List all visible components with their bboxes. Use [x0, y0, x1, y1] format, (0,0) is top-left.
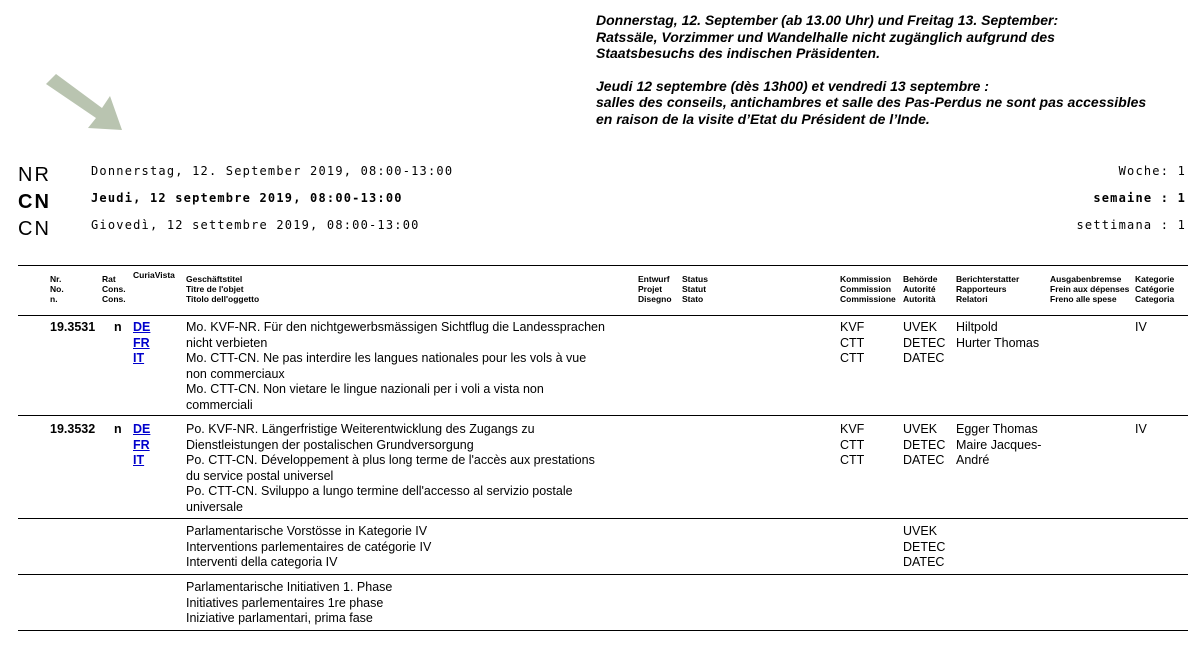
- business-number: 19.3531: [50, 320, 96, 334]
- curiavista-link-fr[interactable]: FR: [133, 437, 150, 452]
- curiavista-link-fr[interactable]: FR: [133, 335, 150, 350]
- session-date-de: Donnerstag, 12. September 2019, 08:00-13:00: [91, 164, 454, 178]
- table-header-rule: [18, 315, 1188, 316]
- council-code: n: [114, 320, 122, 334]
- table-top-rule: [18, 265, 1188, 266]
- col-header-berichterstatter: Berichterstatter Rapporteurs Relatori: [956, 274, 1020, 304]
- business-number: 19.3532: [50, 422, 96, 436]
- col-header-status: Status Statut Stato: [682, 274, 708, 304]
- col-header-nr: Nr. No. n.: [50, 274, 64, 304]
- authority: UVEK DETEC DATEC: [903, 524, 946, 569]
- commission: KVF CTT CTT: [840, 320, 865, 365]
- chamber-code-cn-bold: CN: [18, 191, 51, 213]
- col-header-titel: Geschäftstitel Titre de l'objet Titolo dell'oggetto: [186, 274, 260, 304]
- curiavista-link-de[interactable]: DE: [133, 422, 151, 436]
- col-header-entwurf: Entwurf Projet Disegno: [638, 274, 672, 304]
- curiavista-link-it[interactable]: IT: [133, 453, 145, 467]
- row-divider: [18, 518, 1188, 519]
- notice-fr-line: en raison de la visite d’Etat du Président de l’Inde.: [596, 110, 930, 127]
- arrow-shape: [46, 74, 122, 130]
- rapporteurs: Hiltpold Hurter Thomas: [956, 320, 1040, 350]
- category: IV: [1135, 320, 1147, 334]
- council-code: n: [114, 422, 122, 436]
- col-header-kategorie: Kategorie Catégorie Categoria: [1135, 274, 1175, 304]
- week-label-de: Woche: 1: [1118, 164, 1186, 178]
- notice-fr-line: salles des conseils, antichambres et salle des Pas-Perdus ne sont pas accessibles: [596, 94, 1147, 110]
- category: IV: [1135, 422, 1147, 436]
- row-divider: [18, 574, 1188, 575]
- authority: UVEK DETEC DATEC: [903, 320, 946, 365]
- week-label-it: settimana : 1: [1076, 218, 1186, 232]
- curiavista-links: [133, 320, 150, 367]
- curiavista-link-it[interactable]: IT: [133, 351, 145, 365]
- closure-notice: [596, 12, 1196, 127]
- arrow-icon: [46, 72, 136, 142]
- chamber-code-cn: CN: [18, 218, 51, 240]
- col-header-ausgabenbremse: Ausgabenbremse Frein aux dépenses Freno alle spese: [1050, 274, 1130, 304]
- week-label-fr: semaine : 1: [1093, 191, 1186, 205]
- chamber-code-nr: NR: [18, 164, 51, 186]
- notice-de-line: Ratssäle, Vorzimmer und Wandelhalle nicht zugänglich aufgrund des: [596, 28, 1055, 45]
- commission: KVF CTT CTT: [840, 422, 865, 467]
- business-title: Po. KVF-NR. Längerfristige Weiterentwicklung des Zugangs zu Dienstleistungen der postalischen Grundversorgung Po. CTT-CN. Développement à plus long terme de l'accès aux prestations du service postal universel Po. CTT-CN. Sviluppo a lungo termine dell'accesso al servizio postale universale: [186, 422, 595, 514]
- table-bottom-rule: [18, 630, 1188, 631]
- col-header-rat: Rat Cons. Cons.: [102, 274, 126, 304]
- session-date-it: Giovedì, 12 settembre 2019, 08:00-13:00: [91, 218, 420, 232]
- session-date-fr: Jeudi, 12 septembre 2019, 08:00-13:00: [91, 191, 403, 205]
- rapporteurs: Egger Thomas Maire Jacques- André: [956, 422, 1042, 467]
- notice-fr-line: Jeudi 12 septembre (dès 13h00) et vendredi 13 septembre :: [596, 77, 989, 94]
- col-header-curiavista: CuriaVista: [133, 270, 175, 280]
- col-header-behoerde: Behörde Autorité Autorità: [903, 274, 938, 304]
- col-header-kommission: Kommission Commission Commissione: [840, 274, 896, 304]
- curiavista-link-de[interactable]: DE: [133, 320, 151, 334]
- row-divider: [18, 415, 1188, 416]
- business-title: Mo. KVF-NR. Für den nichtgewerbsmässigen Sichtflug die Landessprachen nicht verbieten Mo. CTT-CN. Ne pas interdire les langues nationales pour les vols à vue non commerciaux Mo. CTT-CN. Non vietare le lingue nazionali per i voli a vista non commerciali: [186, 320, 605, 412]
- curiavista-links: [133, 422, 150, 469]
- notice-de-line: Staatsbesuchs des indischen Präsidenten.: [596, 45, 880, 61]
- business-title: Parlamentarische Initiativen 1. Phase Initiatives parlementaires 1re phase Iniziative parlamentari, prima fase: [186, 580, 393, 625]
- business-title: Parlamentarische Vorstösse in Kategorie IV Interventions parlementaires de catégorie IV Interventi della categoria IV: [186, 524, 432, 569]
- notice-de-line: Donnerstag, 12. September (ab 13.00 Uhr) und Freitag 13. September:: [596, 12, 1059, 28]
- authority: UVEK DETEC DATEC: [903, 422, 946, 467]
